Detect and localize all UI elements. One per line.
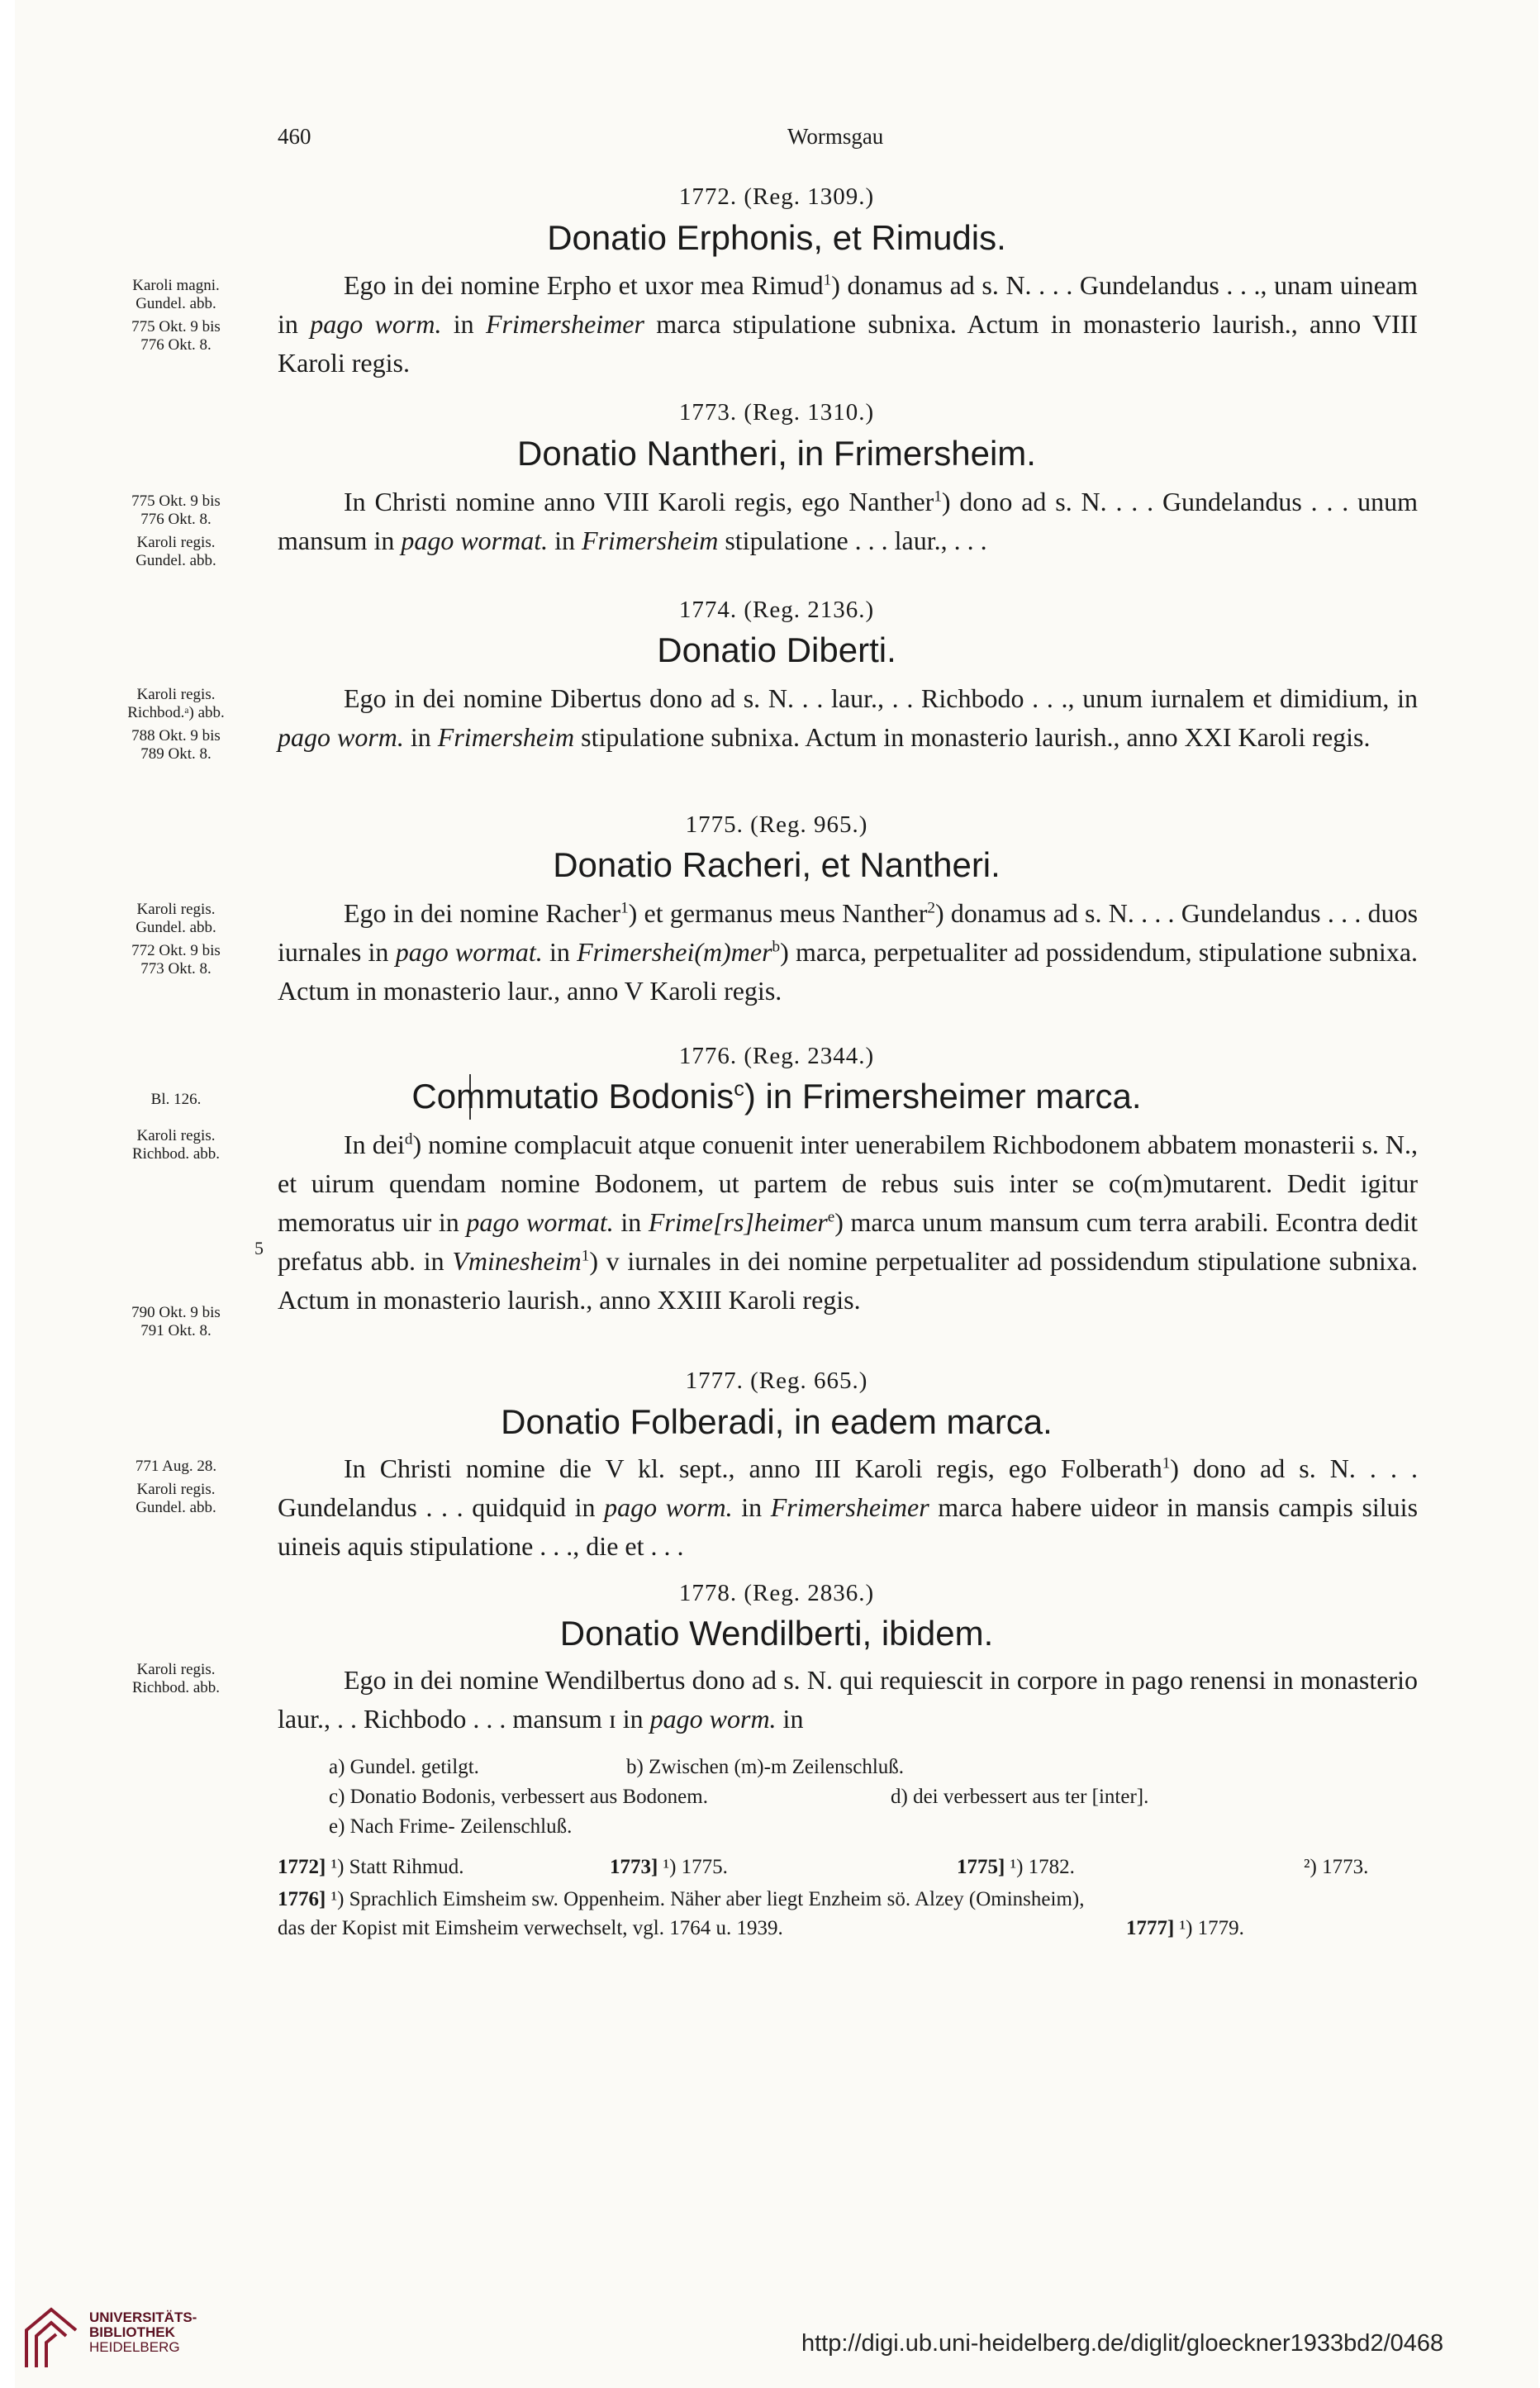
entry-1773-title: Donatio Nantheri, in Frimersheim. [517,434,1036,473]
entry-1775-margin: Karoli regis. Gundel. abb. 772 Okt. 9 bis 773 Okt. 8. [131,901,221,978]
entry-1772-text: Ego in dei nomine Erpho et uxor mea Rimud$^1$) donamus ad s. N. . . . Gundelandus . . ., unam uineam in pago worm. in Frimersheimer marca stipulatione subnixa. Actum in monasterio laurish., anno VIII Karoli regis. [278,270,1419,378]
entry-1776-text: In dei$^d$) nomine complacuit atque conuenit inter uenerabilem Richbodonem abbatem monasterii s. N., et uirum quendam nomine Bodonem, ut partem de rebus suis inter se co(m)mutarent. Dedit igitur memoratus uir in pago wormat. in Frime[rs]heimer$^e$) marca unum mansum cum terra arabili. Econtra dedit prefatus abb. in Vminesheim$^1$) v iurnales in dei nomine perpetualiter ad possidendum stipulatione subnixa. Actum in monasterio laurish., anno XXIII Karoli regis. [278,1130,1419,1315]
entry-1772-title: Donatio Erphonis, et Rimudis. [547,218,1006,257]
entry-1773-reg: 1773. (Reg. 1310.) [678,399,875,426]
entry-1778-margin: Karoli regis. Richbod. abb. [131,1661,221,1696]
entry-1772-margin: Karoli magni. Gundel. abb. 775 Okt. 9 bis 776 Okt. 8. [131,277,221,354]
entry-1777-title: Donatio Folberadi, in eadem marca. [501,1402,1053,1441]
scanned-page [15,0,1538,2388]
footnote-1776: 1776] ¹) Sprachlich Eimsheim sw. Oppenheim. Näher aber liegt Enzheim sö. Alzey (Ominsheim), [278,1888,1085,1910]
footnote-1777: 1777] ¹) 1779. [1126,1917,1244,1939]
entry-1774-title: Donatio Diberti. [657,630,896,669]
footnote-e: e) Nach Frime- Zeilenschluß. [329,1815,573,1838]
entry-1776-margin-date: 790 Okt. 9 bis 791 Okt. 8. [131,1304,221,1339]
footnote-d: d) dei verbessert aus ter [inter]. [891,1786,1149,1808]
entry-1776-margin-abbot: Karoli regis. Richbod. abb. [131,1127,221,1163]
source-url-link[interactable]: http://digi.ub.uni-heidelberg.de/diglit/gloeckner1933bd2/0468 [801,2330,1444,2357]
footnote-b: b) Zwischen (m)-m Zeilenschluß. [626,1756,905,1778]
running-title: Wormsgau [787,124,884,149]
entry-1778-text: Ego in dei nomine Wendilbertus dono ad s. N. qui requiescit in corpore in pago renensi in monasterio laur., . . Richbodo . . . mansum ɪ in pago worm. in [278,1665,1418,1734]
entry-1776-reg: 1776. (Reg. 2344.) [678,1043,875,1069]
entry-1775-text: Ego in dei nomine Racher$^1$) et germanus meus Nanther$^2$) donamus ad s. N. . . . Gundelandus . . . duos iurnales in pago wormat. in Frimershei(m)mer$^b$) marca, perpetualiter ad possidendum, stipulatione subnixa. Actum in monasterio laur., anno V Karoli regis. [278,898,1419,1006]
line-number: 5 [254,1238,264,1258]
page-number: 460 [278,124,311,149]
entry-1776-margin-folio: Bl. 126. [150,1091,202,1108]
footnote-c: c) Donatio Bodonis, verbessert aus Bodonem. [329,1786,708,1808]
entry-1777-margin: 771 Aug. 28. Karoli regis. Gundel. abb. [135,1458,217,1516]
library-logo-icon [18,2301,84,2376]
entry-1776-title: Commutatio Bodonis$^c$) in Frimersheimer marca. [411,1077,1142,1116]
footnote-a: a) Gundel. getilgt. [329,1756,479,1778]
entry-1778-reg: 1778. (Reg. 2836.) [678,1580,875,1606]
footnote-1775: 1775] ¹) 1782. [957,1856,1075,1878]
entry-1775-title: Donatio Racheri, et Nantheri. [553,845,1001,884]
footnote-1772: 1772] ¹) Statt Rihmud. [278,1856,464,1878]
footnote-1776-cont: das der Kopist mit Eimsheim verwechselt, vgl. 1764 u. 1939. [278,1917,783,1939]
entry-1774-margin: Karoli regis. Richbod.ᵃ) abb. 788 Okt. 9 bis 789 Okt. 8. [127,686,225,763]
entry-1773-margin: 775 Okt. 9 bis 776 Okt. 8. Karoli regis. Gundel. abb. [131,492,221,569]
entry-1772-reg: 1772. (Reg. 1309.) [678,183,875,210]
footnote-1775-2: ²) 1773. [1304,1856,1369,1878]
library-logo-text: UNIVERSITÄTS- BIBLIOTHEK HEIDELBERG [89,2310,197,2355]
entry-1777-text: In Christi nomine die V kl. sept., anno III Karoli regis, ego Folberath$^1$) dono ad s. N. . . . Gundelandus . . . quidquid in pago worm. in Frimersheimer marca habere uideor in mansis campis siluis uineis aquis stipulatione . . ., die et . . . [278,1453,1419,1561]
entry-1773-text: In Christi nomine anno VIII Karoli regis, ego Nanther$^1$) dono ad s. N. . . . Gundelandus . . . unum mansum in pago wormat. in Frimersheim stipulatione . . . laur., . . . [278,487,1419,555]
entry-1778-title: Donatio Wendilberti, ibidem. [559,1614,994,1653]
entry-1775-reg: 1775. (Reg. 965.) [685,811,868,838]
footnote-1773: 1773] ¹) 1775. [610,1856,728,1878]
entry-1774-reg: 1774. (Reg. 2136.) [678,597,875,623]
entry-1777-reg: 1777. (Reg. 665.) [685,1368,868,1394]
entry-1774-text: Ego in dei nomine Dibertus dono ad s. N. . . laur., . . Richbodo . . ., unum iurnalem et dimidium, in pago worm. in Frimersheim stipulatione subnixa. Actum in monasterio laurish., anno XXI Karoli regis. [278,683,1418,752]
